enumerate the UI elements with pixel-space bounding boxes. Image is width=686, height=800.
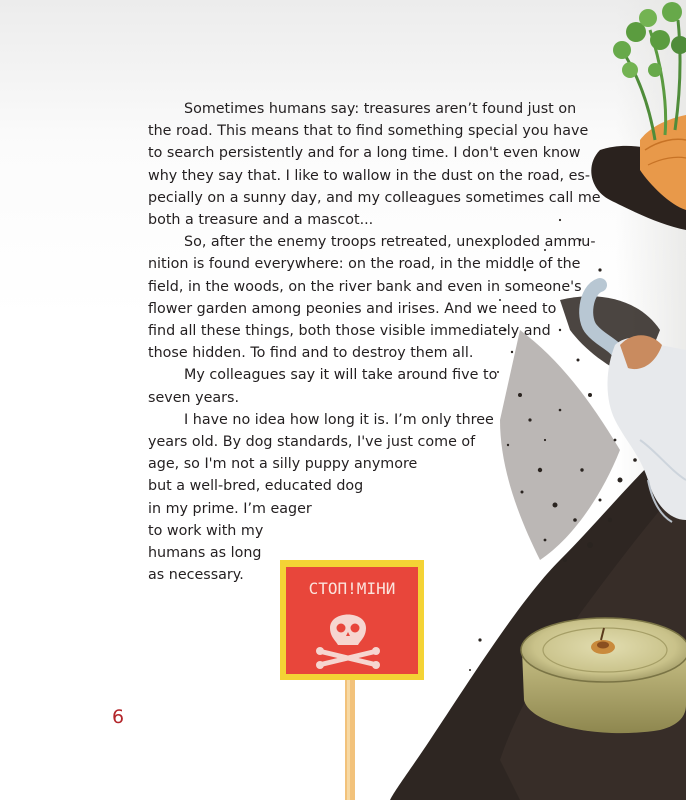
story-text (112, 98, 601, 586)
paragraph-1 (112, 98, 601, 231)
text-line: find all these things, both those visible immediately and (148, 323, 551, 340)
text-line: why they say that. I like to wallow in the dust on the road, es- (148, 167, 590, 184)
text-line: I have no idea how long it is. I’m only three (184, 411, 494, 428)
text-line: those hidden. To find and to destroy them all. (148, 345, 474, 362)
text-line: but a well-bred, educated dog (148, 478, 364, 495)
paragraph-4 (112, 409, 550, 587)
text-line: both a treasure and a mascot... (148, 212, 374, 229)
text-line: My colleagues say it will take around five to (184, 367, 498, 384)
text-line: humans as long (148, 545, 262, 562)
text-line: pecially on a sunny day, and my colleagues sometimes call me (148, 189, 601, 206)
warning-sign (280, 560, 424, 800)
text-line: Sometimes humans say: treasures aren’t found just on (184, 101, 577, 117)
text-line: So, after the enemy troops retreated, unexploded ammu- (184, 234, 596, 251)
text-line: seven years. (148, 389, 239, 406)
text-line: flower garden among peonies and irises. And we need to (148, 300, 557, 317)
text-line: nition is found everywhere: on the road, in the middle of the (148, 256, 581, 273)
text-line: as necessary. (148, 567, 244, 584)
text-line: to search persistently and for a long time. I don't even know (148, 145, 581, 162)
paragraph-3 (112, 364, 550, 408)
text-line: years old. By dog standards, I've just come of (148, 434, 476, 451)
text-line: the road. This means that to find something special you have (148, 123, 589, 140)
text-line: to work with my (148, 522, 264, 539)
paragraph-2 (112, 231, 596, 364)
text-line: field, in the woods, on the river bank and even in someone's (148, 278, 582, 295)
text-line: age, so I'm not a silly puppy anymore (148, 456, 418, 473)
page-number: 6 (112, 706, 125, 728)
text-line: in my prime. I’m eager (148, 500, 312, 517)
landmine-illustration (521, 618, 686, 733)
sign-text: СТОП!МІНИ (308, 579, 396, 598)
